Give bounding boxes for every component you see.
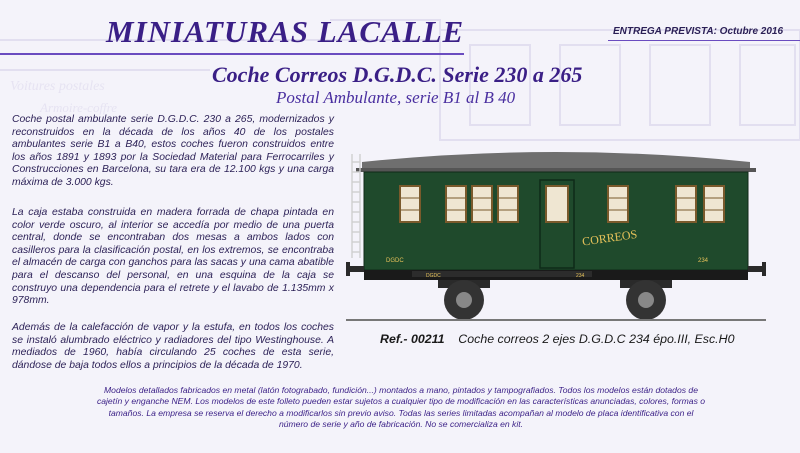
footer-disclaimer: Modelos detallados fabricados en metal (latón fotograbado, fundición...) montados a mano, pintados y tampografiados. Todos los modelos están dotados de cajetín y enganche NEM. Los modelos de este folleto pueden estar sujetos a cualquier tipo de modificación en las características anunciadas, colores, formas o tamaños. La empresa se reserva el derecho a modificarlos sin previo aviso. Todas las series limitadas acompañan al modelo de placa identificativa con el número de serie y año de fabricación. No se comercializa en kit. bbox=[96, 385, 706, 430]
postal-coach-illustration bbox=[346, 138, 766, 326]
coach-mark-center: DGDC bbox=[426, 273, 441, 279]
svg-text:Armoire-coffre: Armoire-coffre bbox=[40, 100, 118, 115]
product-subtitle: Postal Ambulante, serie B1 al B 40 bbox=[276, 88, 516, 107]
coach-wheels bbox=[438, 280, 672, 320]
coach-number-right: 234 bbox=[698, 258, 709, 264]
coach-mark-left: DGDC bbox=[386, 258, 404, 264]
coach-lettering: CORREOS bbox=[581, 226, 639, 249]
coach-roof bbox=[362, 152, 750, 170]
description-paragraph-1: Coche postal ambulante serie D.G.D.C. 230 a 265, modernizados y reconstruidos en la década de los años 40 de los postales ambulantes serie B1 a B40, estos coches fueron construidos entre los años 1891 y 1893 por la Sociedad Material para Ferrocarriles y Construcciones en Barcelona, su tara era de 12.100 kgs y una carga máxima de 3.000 kgs. bbox=[12, 114, 334, 188]
reference-code: Ref.- 00211 bbox=[380, 332, 445, 346]
delivery-date: ENTREGA PREVISTA: Octubre 2016 bbox=[613, 26, 784, 37]
coach-windows bbox=[400, 186, 724, 222]
brand-title: MINIATURAS LACALLE bbox=[106, 14, 465, 49]
reference-text: Coche correos 2 ejes D.G.D.C 234 épo.III, Esc.H0 bbox=[458, 332, 735, 346]
description-paragraph-3: Además de la calefacción de vapor y la estufa, en todos los coches se instaló alumbrado eléctrico y radiadores del tipo Westinghouse. A mediados de 1960, había circulando 25 coches de esta serie, dándose de baja todos ellos a principios de la década de 1970. bbox=[12, 322, 334, 371]
delivery-underline bbox=[608, 40, 800, 41]
svg-text:Voitures postales: Voitures postales bbox=[10, 79, 105, 94]
coach-number: 234 bbox=[576, 273, 585, 279]
description-paragraph-2: La caja estaba construida en madera forrada de chapa pintada en color verde oscuro, al interior se accedía por medio de una puerta central, donde se encontraban dos mesas a ambos lados con casilleros para la clasificación postal, en los extremos, se encontraba el almacén de carga con ganchos para las sacas y una cama abatible para el descanso del personal, en una esquina de la caja se construyo una dependencia para el retrete y el lavabo de 1.135mm x 978mm. bbox=[12, 207, 334, 307]
product-reference bbox=[380, 332, 734, 346]
brand-underline bbox=[0, 53, 464, 55]
product-title: Coche Correos D.G.D.C. Serie 230 a 265 bbox=[212, 62, 583, 87]
